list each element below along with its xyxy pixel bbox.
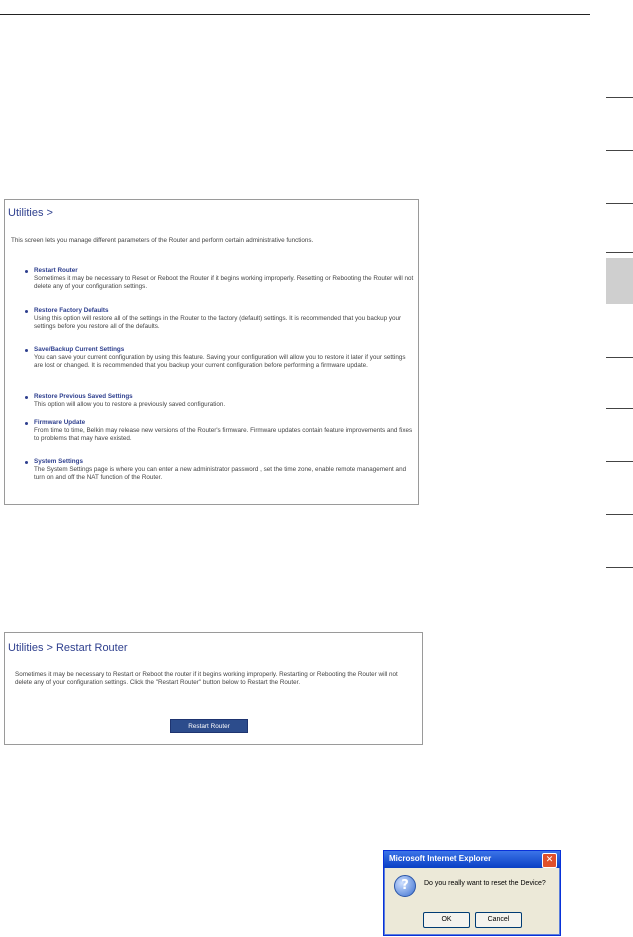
utility-item-restore-defaults: [23, 307, 415, 331]
dialog-title: Microsoft Internet Explorer: [389, 854, 492, 863]
panel-title: Utilities > Restart Router: [8, 642, 128, 654]
utility-item-title[interactable]: Restart Router: [23, 267, 415, 275]
utility-item-firmware: [23, 419, 415, 443]
utility-item-restore-saved: [23, 393, 415, 409]
tab-divider: [606, 408, 633, 409]
utility-item-desc: Sometimes it may be necessary to Reset or Reboot the Router if it begins working improperly. Resetting or Rebooting the Router will not delete any of your configuration settings.: [34, 275, 414, 291]
restart-description: Sometimes it may be necessary to Restart or Reboot the router if it begins working improperly. Restarting or Rebooting the Router will not delete any of your configuration settings. Click the "Restart Router" button below to Restart the Router.: [15, 671, 398, 687]
utility-item-system-settings: [23, 458, 415, 482]
dialog-message: Do you really want to reset the Device?: [424, 880, 546, 887]
utility-item-title[interactable]: Restore Factory Defaults: [23, 307, 415, 315]
tab-divider: [606, 357, 633, 358]
utility-item-title[interactable]: Firmware Update: [23, 419, 415, 427]
ok-button[interactable]: OK: [423, 912, 470, 928]
utility-item-desc: Using this option will restore all of the settings in the Router to the factory (default) settings. It is recommended that you backup your settings before you restore all of the defaults.: [34, 315, 402, 331]
section-tabs: [606, 0, 633, 937]
restart-router-panel: [4, 632, 423, 745]
utility-item-desc: The System Settings page is where you can enter a new administrator password , set the time zone, enable remote management and turn on and off the NAT function of the Router.: [34, 466, 407, 482]
confirm-dialog: [383, 850, 561, 936]
utility-item-restart: [23, 267, 415, 291]
utility-item-title[interactable]: System Settings: [23, 458, 415, 466]
intro-text: This screen lets you manage different parameters of the Router and perform certain administrative functions.: [11, 237, 314, 244]
utilities-panel: [4, 199, 419, 505]
top-rule: [0, 14, 590, 15]
tab-divider: [606, 461, 633, 462]
tab-divider: [606, 514, 633, 515]
cancel-button[interactable]: Cancel: [475, 912, 522, 928]
question-icon: ?: [394, 875, 416, 897]
tab-divider: [606, 150, 633, 151]
panel-title: Utilities >: [8, 207, 53, 219]
utility-item-title[interactable]: Restore Previous Saved Settings: [23, 393, 415, 401]
tab-divider: [606, 252, 633, 253]
utility-item-desc: From time to time, Belkin may release new versions of the Router's firmware. Firmware updates contain feature improvements and fixes to problems that may have existed.: [34, 427, 413, 443]
close-icon[interactable]: ✕: [542, 853, 557, 868]
utility-item-desc: This option will allow you to restore a previously saved configuration.: [34, 401, 226, 408]
restart-router-button[interactable]: Restart Router: [170, 719, 248, 733]
tab-divider: [606, 97, 633, 98]
active-section-tab: [606, 258, 633, 304]
tab-divider: [606, 567, 633, 568]
utility-item-title[interactable]: Save/Backup Current Settings: [23, 346, 415, 354]
tab-divider: [606, 203, 633, 204]
dialog-title-bar[interactable]: [384, 851, 560, 868]
utility-item-desc: You can save your current configuration by using this feature. Saving your configuration will allow you to restore it later if your settings are lost or changed. It is recommended that you backup your current configuration before performing a firmware update.: [34, 354, 406, 370]
utility-item-save-backup: [23, 346, 415, 370]
